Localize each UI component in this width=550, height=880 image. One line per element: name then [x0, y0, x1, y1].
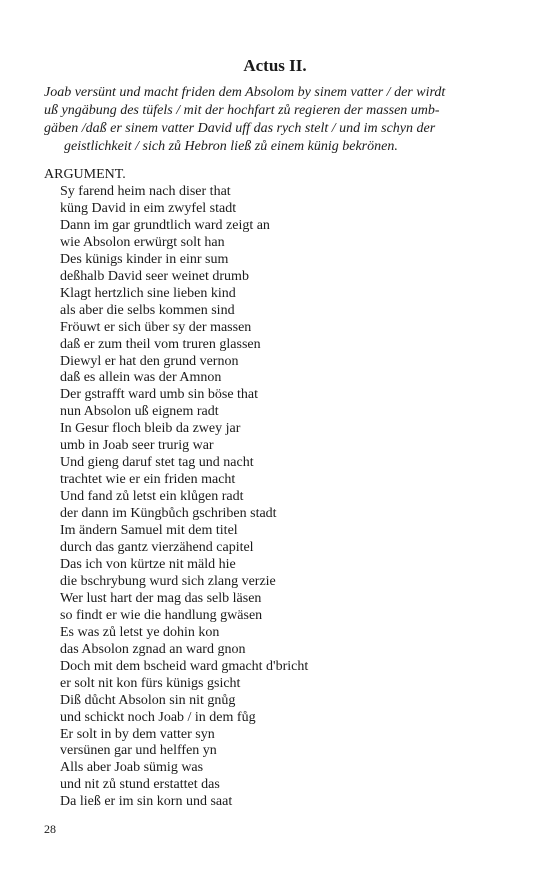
verse-line: versünen gar und helffen yn [60, 743, 217, 759]
verse-line: er solt nit kon fürs künigs gsicht [60, 675, 241, 691]
verse-line: Das ich von kürtze nit mäld hie [60, 556, 236, 572]
verse-line: als aber die selbs kommen sind [60, 302, 235, 318]
summary-line: uß yngäbung des tüfels / mit der hochfart zů regieren der massen umb- [44, 103, 440, 118]
verse-line: umb in Joab seer trurig war [60, 438, 214, 454]
verse-line: der dann im Küngbůch gschriben stadt [60, 506, 277, 522]
verse-line: wie Absolon erwürgt solt han [60, 234, 225, 250]
verse-line: daß er zum theil vom truren glassen [60, 336, 261, 352]
verse-line: In Gesur floch bleib da zwey jar [60, 421, 241, 437]
verse-line: Des künigs kinder in einr sum [60, 251, 229, 267]
page-number: 28 [44, 822, 56, 836]
verse-line: Er solt in by dem vatter syn [60, 726, 215, 742]
verse-line: Im ändern Samuel mit dem titel [60, 523, 238, 539]
verse-line: küng David in eim zwyfel stadt [60, 200, 237, 216]
summary-line: geistlichkeit / sich zů Hebron ließ zů einem künig bekrönen. [64, 139, 398, 154]
verse-line: deßhalb David seer weinet drumb [60, 268, 249, 284]
verse-line: Wer lust hart der mag das selb läsen [60, 590, 262, 606]
verse-line: durch das gantz vierzähend capitel [60, 540, 254, 556]
verse-list [60, 184, 308, 811]
act-title: Actus II. [243, 56, 307, 75]
summary-line: gäben /daß er sinem vatter David uff das rych stelt / und im schyn der [44, 121, 436, 136]
verse-line: die bschrybung wurd sich zlang verzie [60, 573, 276, 589]
verse-line: Und gieng daruf stet tag und nacht [60, 455, 254, 471]
act-summary [44, 84, 476, 156]
verse-line: Und fand zů letst ein klůgen radt [60, 489, 244, 505]
verse-line: Alls aber Joab sümig was [60, 760, 204, 776]
verse-line: Der gstrafft ward umb sin böse that [60, 387, 259, 403]
verse-line: daß es allein was der Amnon [60, 370, 222, 386]
verse-line: Doch mit dem bscheid ward gmacht d'bricht [60, 658, 309, 674]
verse-line: Diß důcht Absolon sin nit gnůg [60, 692, 236, 708]
verse-line: und nit zů stund erstattet das [60, 777, 220, 793]
verse-line: Dann im gar grundtlich ward zeigt an [60, 217, 270, 233]
verse-line: das Absolon zgnad an ward gnon [60, 641, 246, 657]
verse-line: Sy farend heim nach diser that [60, 184, 231, 199]
verse-line: Da ließ er im sin korn und saat [60, 794, 233, 810]
verse-line: so findt er wie die handlung gwäsen [60, 607, 263, 623]
argument-heading: ARGUMENT. [44, 167, 126, 182]
verse-line: nun Absolon uß eignem radt [60, 404, 219, 420]
verse-line: Diewyl er hat den grund vernon [60, 353, 239, 369]
verse-line: trachtet wie er ein friden macht [60, 472, 236, 488]
verse-line: Es was zů letst ye dohin kon [60, 624, 220, 640]
summary-line: Joab versünt und macht friden dem Absolom by sinem vatter / der wirdt [44, 85, 446, 100]
verse-line: Fröuwt er sich über sy der massen [60, 319, 252, 335]
verse-line: und schickt noch Joab / in dem fůg [60, 709, 256, 725]
verse-line: Klagt hertzlich sine lieben kind [60, 285, 236, 301]
